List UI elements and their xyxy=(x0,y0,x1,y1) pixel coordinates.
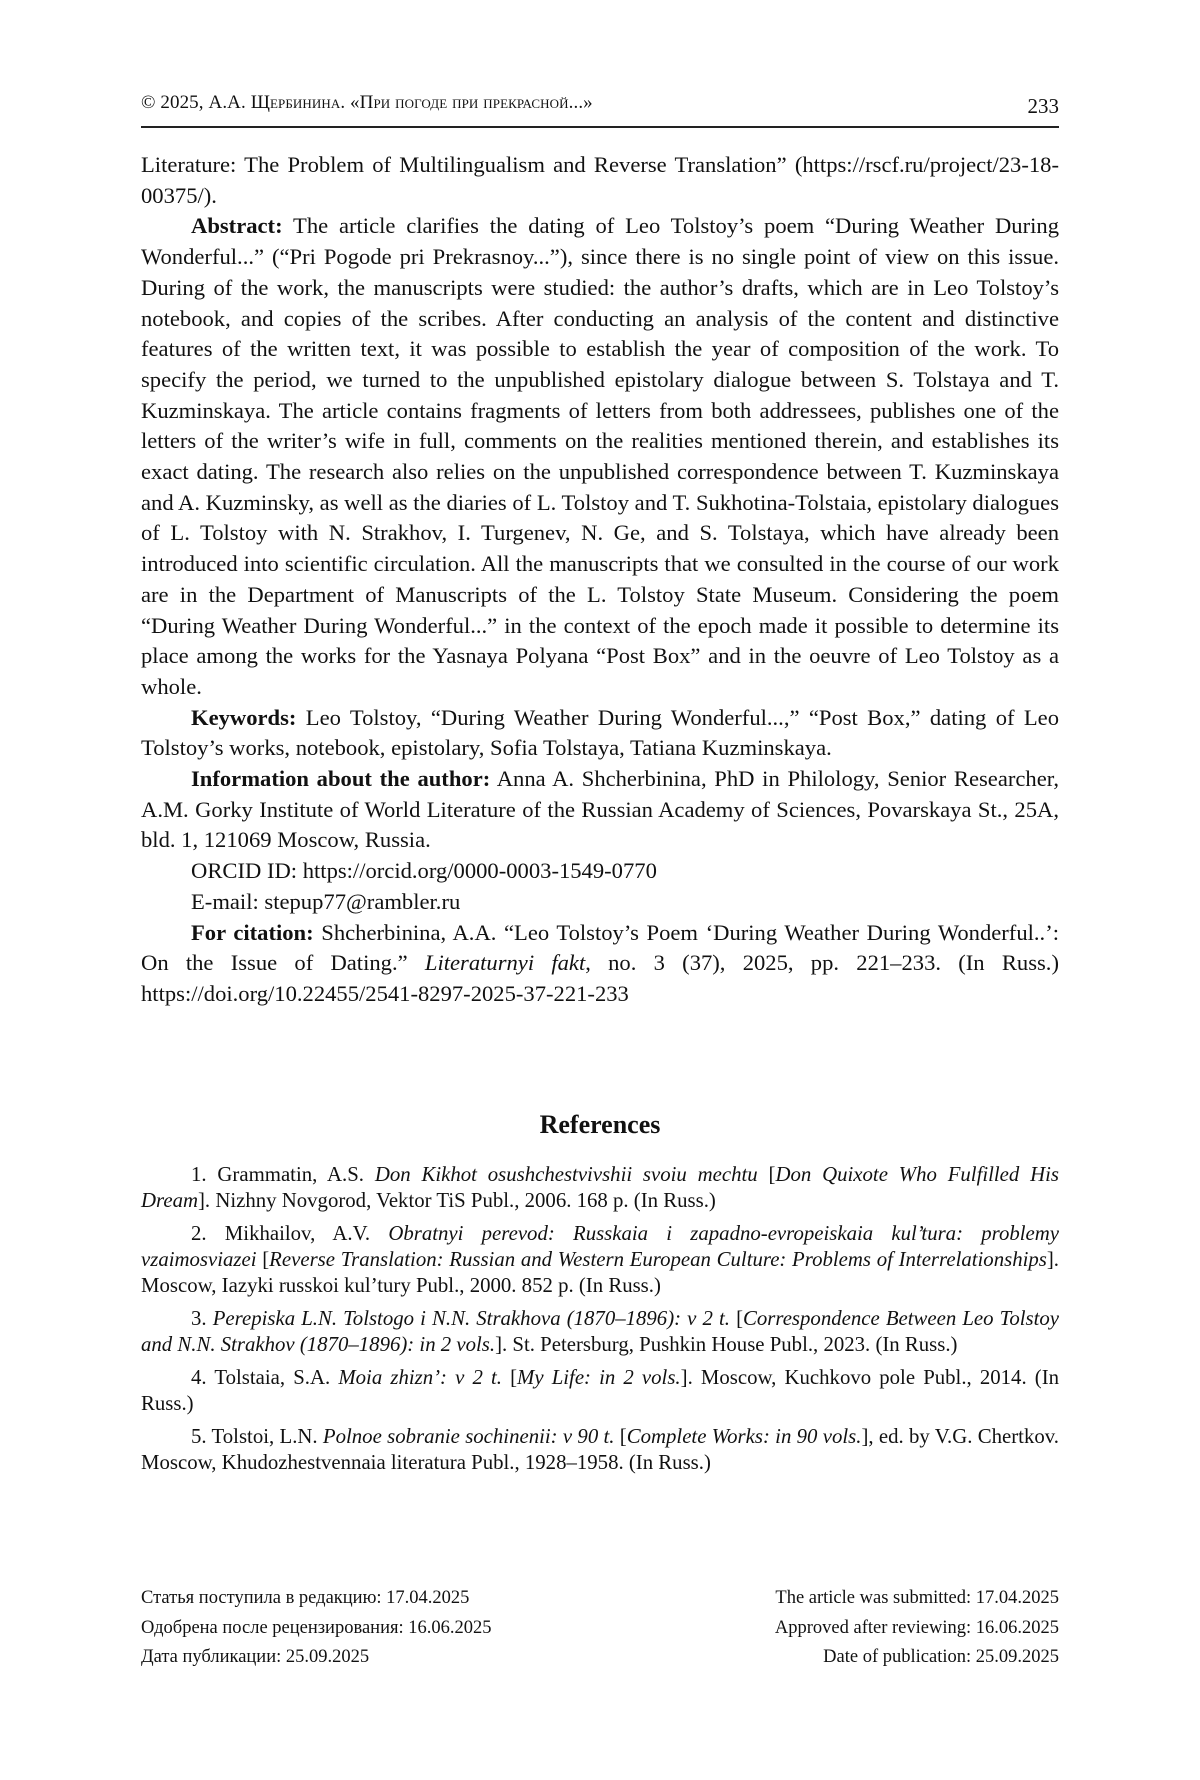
keywords-paragraph xyxy=(141,703,1059,764)
citation-paragraph xyxy=(141,918,1059,1010)
references-list xyxy=(141,1162,1059,1483)
citation-text-b: , no. 3 (37), 2025, pp. 221–233. (In Russ.) https://doi.org/10.22455/2541-8297-2025-37-221-233 xyxy=(141,950,1059,1006)
abstract-text: The article clarifies the dating of Leo Tolstoy’s poem “During Weather During Wonderful...” (“Pri Pogode pri Prekrasnoy...”), since there is no single point of view on this issue. During of the work, the manuscripts were studied: the author’s drafts, which are in Leo Tolstoy’s notebook, and copies of the scribes. After conducting an analysis of the content and distinctive features of the written text, it was possible to establish the year of composition of the work. To specify the period, we turned to the unpublished epistolary dialogue between S. Tolstaya and T. Kuzminskaya. The article contains fragments of letters from both addressees, publishes one of the letters of the writer’s wife in full, comments on the realities mentioned therein, and establishes its exact dating. The research also relies on the unpublished correspondence between T. Kuzminskaya and A. Kuzminsky, as well as the diaries of L. Tolstoy and T. Sukhotina-Tolstaia, epistolary dialogues of L. Tolstoy with N. Strakhov, I. Turgenev, N. Ge, and S. Tolstaya, which have already been introduced into scientific circulation. All the manuscripts that we consulted in the course of our work are in the Department of Manuscripts of the L. Tolstoy State Museum. Considering the poem “During Weather During Wonderful...” in the context of the epoch made it possible to determine its place among the works for the Yasnaya Polyana “Post Box” and in the oeuvre of Leo Tolstoy as a whole. xyxy=(141,213,1059,699)
reference-text: 5. Tolstoi, L.N. xyxy=(191,1425,323,1448)
reference-title: Don Kikhot osushchestvivshii svoiu mechtu xyxy=(374,1163,758,1186)
reference-text: ]. Moscow, Kuchkovo pole Publ., 2014. (In Russ.) xyxy=(141,1366,1060,1415)
reference-text: [ xyxy=(757,1163,776,1186)
funding-paragraph: Literature: The Problem of Multilingualism and Reverse Translation” (https://rscf.ru/project/23-18-00375/). xyxy=(141,152,1059,208)
abstract-label: Abstract: xyxy=(191,213,283,239)
author-and-title: А.А. Щербинина. «При погоде при прекрасной...» xyxy=(208,92,593,113)
reference-text: 2. Mikhailov, A.V. xyxy=(191,1222,389,1245)
author-info-label: Information about the author: xyxy=(191,766,491,792)
reference-translated-title: Don Quixote Who Fulfilled His Dream xyxy=(141,1163,1060,1212)
author-info-paragraph xyxy=(141,764,1059,856)
reference-item xyxy=(141,1221,1059,1299)
orcid-line: ORCID ID: https://orcid.org/0000-0003-1549-0770 xyxy=(191,858,657,884)
reference-text: ]. Moscow, Iazyki russkoi kul’tury Publ., 2000. 852 p. (In Russ.) xyxy=(141,1248,1059,1297)
reference-item xyxy=(141,1424,1059,1476)
reference-text: [ xyxy=(256,1248,270,1271)
publication-dates-ru xyxy=(141,1584,492,1673)
reference-title: Moia zhizn’: v 2 t. xyxy=(338,1366,502,1389)
citation-label: For citation: xyxy=(191,919,314,945)
references-heading: References xyxy=(539,1110,661,1139)
approved-date-ru: Одобрена после рецензирования: 16.06.2025 xyxy=(141,1617,492,1638)
reference-text: 1. Grammatin, A.S. xyxy=(191,1163,375,1186)
reference-title: Obratnyi perevod: Russkaia i zapadno-evropeiskaia kul’tura: problemy vzaimosviazei xyxy=(141,1222,1059,1271)
reference-text: 4. Tolstaia, S.A. xyxy=(191,1366,339,1389)
reference-text: ]. St. Petersburg, Pushkin House Publ., 2023. (In Russ.) xyxy=(495,1333,958,1356)
reference-title: Perepiska L.N. Tolstogo i N.N. Strakhova (1870–1896): v 2 t. xyxy=(212,1307,730,1330)
published-date-ru: Дата публикации: 25.09.2025 xyxy=(141,1647,370,1667)
reference-translated-title: My Life: in 2 vols. xyxy=(517,1366,681,1389)
article-body xyxy=(141,150,1059,1010)
reference-translated-title: Reverse Translation: Russian and Western European Culture: Problems of Interrelationships xyxy=(269,1248,1047,1271)
author-info-text: Anna A. Shcherbinina, PhD in Philology, Senior Researcher, A.M. Gorky Institute of World Literature of the Russian Academy of Sciences, Povarskaya St., 25A, bld. 1, 121069 Moscow, Russia. xyxy=(141,766,1059,853)
page-number: 233 xyxy=(1027,94,1059,118)
reference-text: [ xyxy=(729,1307,744,1330)
submitted-date-ru: Статья поступила в редакцию: 17.04.2025 xyxy=(141,1588,470,1608)
running-head xyxy=(141,88,1059,128)
abstract-paragraph xyxy=(141,211,1059,702)
submitted-date-en: The article was submitted: 17.04.2025 xyxy=(775,1588,1059,1608)
reference-translated-title: Correspondence Between Leo Tolstoy and N.N. Strakhov (1870–1896): in 2 vols. xyxy=(141,1307,1059,1356)
reference-text: 3. xyxy=(191,1307,213,1330)
reference-item xyxy=(141,1365,1059,1417)
copyright-prefix: © 2025, xyxy=(141,92,209,113)
approved-date-en: Approved after reviewing: 16.06.2025 xyxy=(774,1617,1059,1638)
reference-text: [ xyxy=(501,1366,518,1389)
reference-item xyxy=(141,1162,1059,1214)
keywords-label: Keywords: xyxy=(191,704,297,730)
reference-item xyxy=(141,1306,1059,1358)
email-line: E-mail: stepup77@rambler.ru xyxy=(191,888,461,914)
reference-text: ], ed. by V.G. Chertkov. Moscow, Khudozhestvennaia literatura Publ., 1928–1958. (In Russ.) xyxy=(141,1425,1060,1474)
reference-title: Polnoe sobranie sochinenii: v 90 t. xyxy=(322,1425,615,1448)
citation-text-a: Shcherbinina, A.A. “Leo Tolstoy’s Poem ‘During Weather During Wonderful..’: On the Issue of Dating.” xyxy=(141,919,1060,976)
reference-text: [ xyxy=(614,1425,627,1448)
citation-journal: Literaturnyi fakt xyxy=(424,950,586,976)
published-date-en: Date of publication: 25.09.2025 xyxy=(823,1647,1059,1667)
running-head-title xyxy=(141,92,593,114)
reference-translated-title: Complete Works: in 90 vols. xyxy=(626,1425,862,1448)
reference-text: ]. Nizhny Novgorod, Vektor TiS Publ., 2006. 168 p. (In Russ.) xyxy=(198,1189,716,1212)
publication-dates-en xyxy=(775,1584,1059,1673)
keywords-text: Leo Tolstoy, “During Weather During Wonderful...,” “Post Box,” dating of Leo Tolstoy’s works, notebook, epistolary, Sofia Tolstaya, Tatiana Kuzminskaya. xyxy=(141,704,1059,761)
